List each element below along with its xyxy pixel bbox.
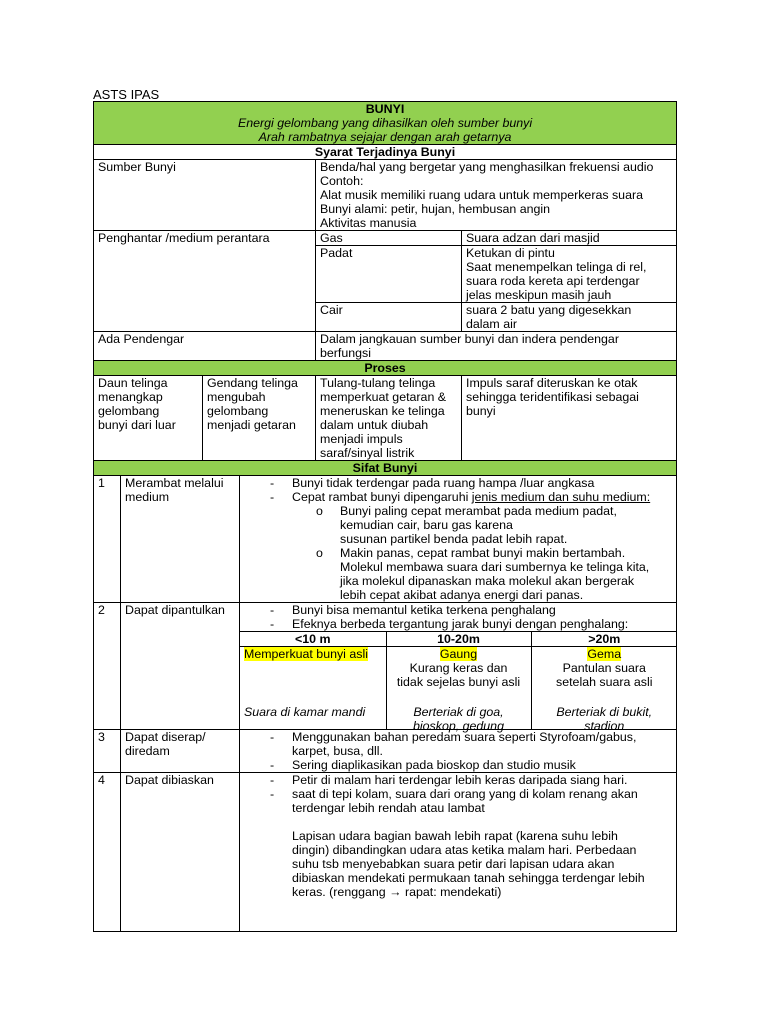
sifat-desc [240, 603, 677, 733]
sifat-desc [240, 476, 677, 603]
proses-line: menjadi impuls [320, 432, 403, 446]
sifat-dash-item [240, 490, 676, 504]
sub-text: susunan partikel benda padat lebih rapat. [340, 532, 568, 546]
explanation-line: keras. (renggang → rapat: mendekati) [292, 885, 502, 899]
sifat-label: Dapat dipantulkan [121, 603, 240, 730]
sumber-line: Aktivitas manusia [320, 216, 417, 230]
sumber-line: Contoh: [320, 174, 364, 188]
sub-text: lebih cepat akibat adanya energi dari panas. [340, 588, 584, 602]
cair-desc [462, 303, 677, 332]
sumber-desc [316, 160, 677, 231]
penghantar-row [94, 231, 677, 246]
sifat-desc [240, 730, 677, 773]
effect-name: Gaung [439, 647, 478, 661]
padat-label: Padat [316, 246, 462, 303]
gas-label: Gas [316, 231, 462, 246]
proses-heading: Proses [94, 361, 677, 376]
sifat-number: 3 [94, 730, 121, 773]
cair-label: Cair [316, 303, 462, 332]
proses-line: Gendang telinga [207, 376, 298, 390]
syarat-heading: Syarat Terjadinya Bunyi [94, 145, 677, 160]
proses-step-4 [462, 376, 677, 461]
proses-line: bunyi dari luar [98, 418, 176, 432]
sumber-row [94, 160, 677, 231]
proses-line: menangkap [98, 390, 163, 404]
padat-desc [462, 246, 677, 303]
pendengar-label: Ada Pendengar [94, 332, 316, 361]
sub-text: jika molekul dipanaskan maka molekul akan bergerak [340, 574, 635, 588]
circle-bullet-icon: o [316, 546, 323, 560]
sifat-number: 1 [94, 476, 121, 603]
effect-desc: Pantulan suara [562, 661, 646, 675]
proses-line: Daun telinga [98, 376, 168, 390]
sub-text: Bunyi paling cepat merambat pada medium padat, [340, 504, 617, 518]
spacer [240, 815, 676, 829]
banner [94, 102, 677, 145]
proses-line: gelombang [98, 404, 160, 418]
sifat-dash-continuation: terdengar lebih rendah atau lambat [292, 801, 485, 815]
circle-bullet-icon: o [316, 504, 323, 518]
sub-bullet-item [240, 546, 676, 560]
effect-desc: tidak sejelas bunyi asli [396, 675, 521, 689]
sifat-item-1 [94, 476, 677, 603]
sifat-label: Dapat dibiaskan [121, 773, 240, 932]
effect-example: stadion [584, 719, 625, 733]
reflection-table [240, 631, 677, 733]
padat-line: suara roda kereta api terdengar [466, 274, 640, 288]
pendengar-line: berfungsi [320, 346, 371, 360]
proses-line: mengubah [207, 390, 266, 404]
padat-line: Saat menempelkan telinga di rel, [466, 260, 647, 274]
effect-example: Berteriak di bukit, [556, 705, 653, 719]
effect-desc: setelah suara asli [556, 675, 653, 689]
padat-line: Ketukan di pintu [466, 246, 555, 260]
proses-line: sehingga teridentifikasi sebagai [466, 390, 639, 404]
effect-example: Suara di kamar mandi [244, 705, 366, 719]
banner-title: BUNYI [365, 102, 405, 116]
proses-step-2 [203, 376, 316, 461]
sifat-label-line: diredam [125, 744, 170, 758]
sifat-dash-item: - Bunyi tidak terdengar pada ruang hampa /luar angkasa [240, 476, 676, 490]
distance-header: 10-20m [386, 632, 531, 647]
proses-line: gelombang [207, 404, 269, 418]
explanation-line: dingin) dibandingkan udara atas ketika malam hari. Perbedaan [292, 843, 637, 857]
proses-step-1 [94, 376, 203, 461]
padat-line: jelas meskipun masih jauh [466, 288, 612, 302]
sifat-item-4 [94, 773, 677, 932]
effect-desc: Kurang keras dan [409, 661, 508, 675]
banner-line-2: Arah rambatnya sejajar dengan arah getarnya [258, 130, 512, 144]
sifat-desc [240, 773, 677, 932]
reflection-col-3 [531, 647, 677, 733]
sifat-dash-item: - saat di tepi kolam, suara dari orang yang di kolam renang akan [240, 787, 676, 801]
dash-underlined-text: jenis medium dan suhu medium: [471, 490, 651, 504]
sifat-heading: Sifat Bunyi [94, 461, 677, 476]
sumber-label: Sumber Bunyi [94, 160, 316, 231]
sifat-label [121, 476, 240, 603]
effect-name: Memperkuat bunyi asli [244, 647, 368, 661]
sifat-dash-item: - Efeknya berbeda tergantung jarak bunyi dengan penghalang: [240, 617, 676, 631]
proses-line: meneruskan ke telinga [320, 404, 445, 418]
effect-name: Gema [587, 647, 622, 661]
explanation-line: dibiaskan mendekati permukaan tanah sehingga terdengar lebih [292, 871, 645, 885]
sifat-label-line: medium [125, 490, 170, 504]
proses-line: Tulang-tulang telinga [320, 376, 436, 390]
proses-line: saraf/sinyal listrik [320, 446, 415, 460]
sifat-dash-item: - Menggunakan bahan peredam suara seperti Styrofoam/gabus, [240, 730, 676, 744]
sifat-item-2 [94, 603, 677, 730]
proses-line: bunyi [466, 404, 496, 418]
sifat-label-line: Merambat melalui [125, 476, 224, 490]
proses-line: Impuls saraf diteruskan ke otak [466, 376, 638, 390]
sifat-label-line: Dapat diserap/ [125, 730, 206, 744]
explanation-line: suhu tsb menyebabkan suara petir dari lapisan udara akan [292, 857, 615, 871]
proses-line: dalam untuk diubah [320, 418, 429, 432]
sifat-dash-item: - Petir di malam hari terdengar lebih keras daripada siang hari. [240, 773, 676, 787]
effect-example: Berteriak di goa, [413, 705, 504, 719]
effect-example: bioskop, gedung [413, 719, 504, 733]
sumber-line: Benda/hal yang bergetar yang menghasilkan frekuensi audio [320, 160, 654, 174]
sifat-item-3 [94, 730, 677, 773]
sub-text: kemudian cair, baru gas karena [340, 518, 513, 532]
sifat-dash-item: - Bunyi bisa memantul ketika terkena penghalang [240, 603, 676, 617]
dash-text: Cepat rambat bunyi dipengaruhi [292, 490, 472, 504]
proses-line: menjadi getaran [207, 418, 296, 432]
pendengar-row [94, 332, 677, 361]
sifat-dash-item: - Sering diaplikasikan pada bioskop dan studio musik [240, 758, 676, 772]
document-title: ASTS IPAS [93, 87, 160, 102]
proses-step-3 [316, 376, 462, 461]
sumber-line: Alat musik memiliki ruang udara untuk memperkeras suara [320, 188, 643, 202]
summary-table [93, 101, 677, 932]
sub-bullet-item [240, 504, 676, 518]
sub-text: Molekul membawa suara dari sumbernya ke telinga kita, [340, 560, 650, 574]
reflection-col-1 [240, 647, 386, 730]
banner-line-1: Energi gelombang yang dihasilkan oleh sumber bunyi [237, 116, 533, 130]
sumber-line: Bunyi alami: petir, hujan, hembusan angin [320, 202, 551, 216]
proses-line: memperkuat getaran & [320, 390, 447, 404]
distance-header: <10 m [240, 632, 386, 647]
banner-row [94, 102, 677, 145]
penghantar-label: Penghantar /medium perantara [94, 231, 316, 332]
pendengar-line: Dalam jangkauan sumber bunyi dan indera pendengar [320, 332, 619, 346]
gas-desc: Suara adzan dari masjid [462, 231, 677, 246]
sub-text: Makin panas, cepat rambat bunyi makin bertambah. [340, 546, 626, 560]
sifat-number: 4 [94, 773, 121, 932]
reflection-col-2 [386, 647, 531, 733]
cair-line: suara 2 batu yang digesekkan [466, 303, 632, 317]
sifat-label [121, 730, 240, 773]
proses-row [94, 376, 677, 461]
explanation-line: Lapisan udara bagian bawah lebih rapat (karena suhu lebih [292, 829, 618, 843]
pendengar-desc [316, 332, 677, 361]
cair-line: dalam air [466, 317, 517, 331]
sifat-dash-continuation: karpet, busa, dll. [292, 744, 383, 758]
sifat-number: 2 [94, 603, 121, 730]
distance-header: >20m [531, 632, 677, 647]
